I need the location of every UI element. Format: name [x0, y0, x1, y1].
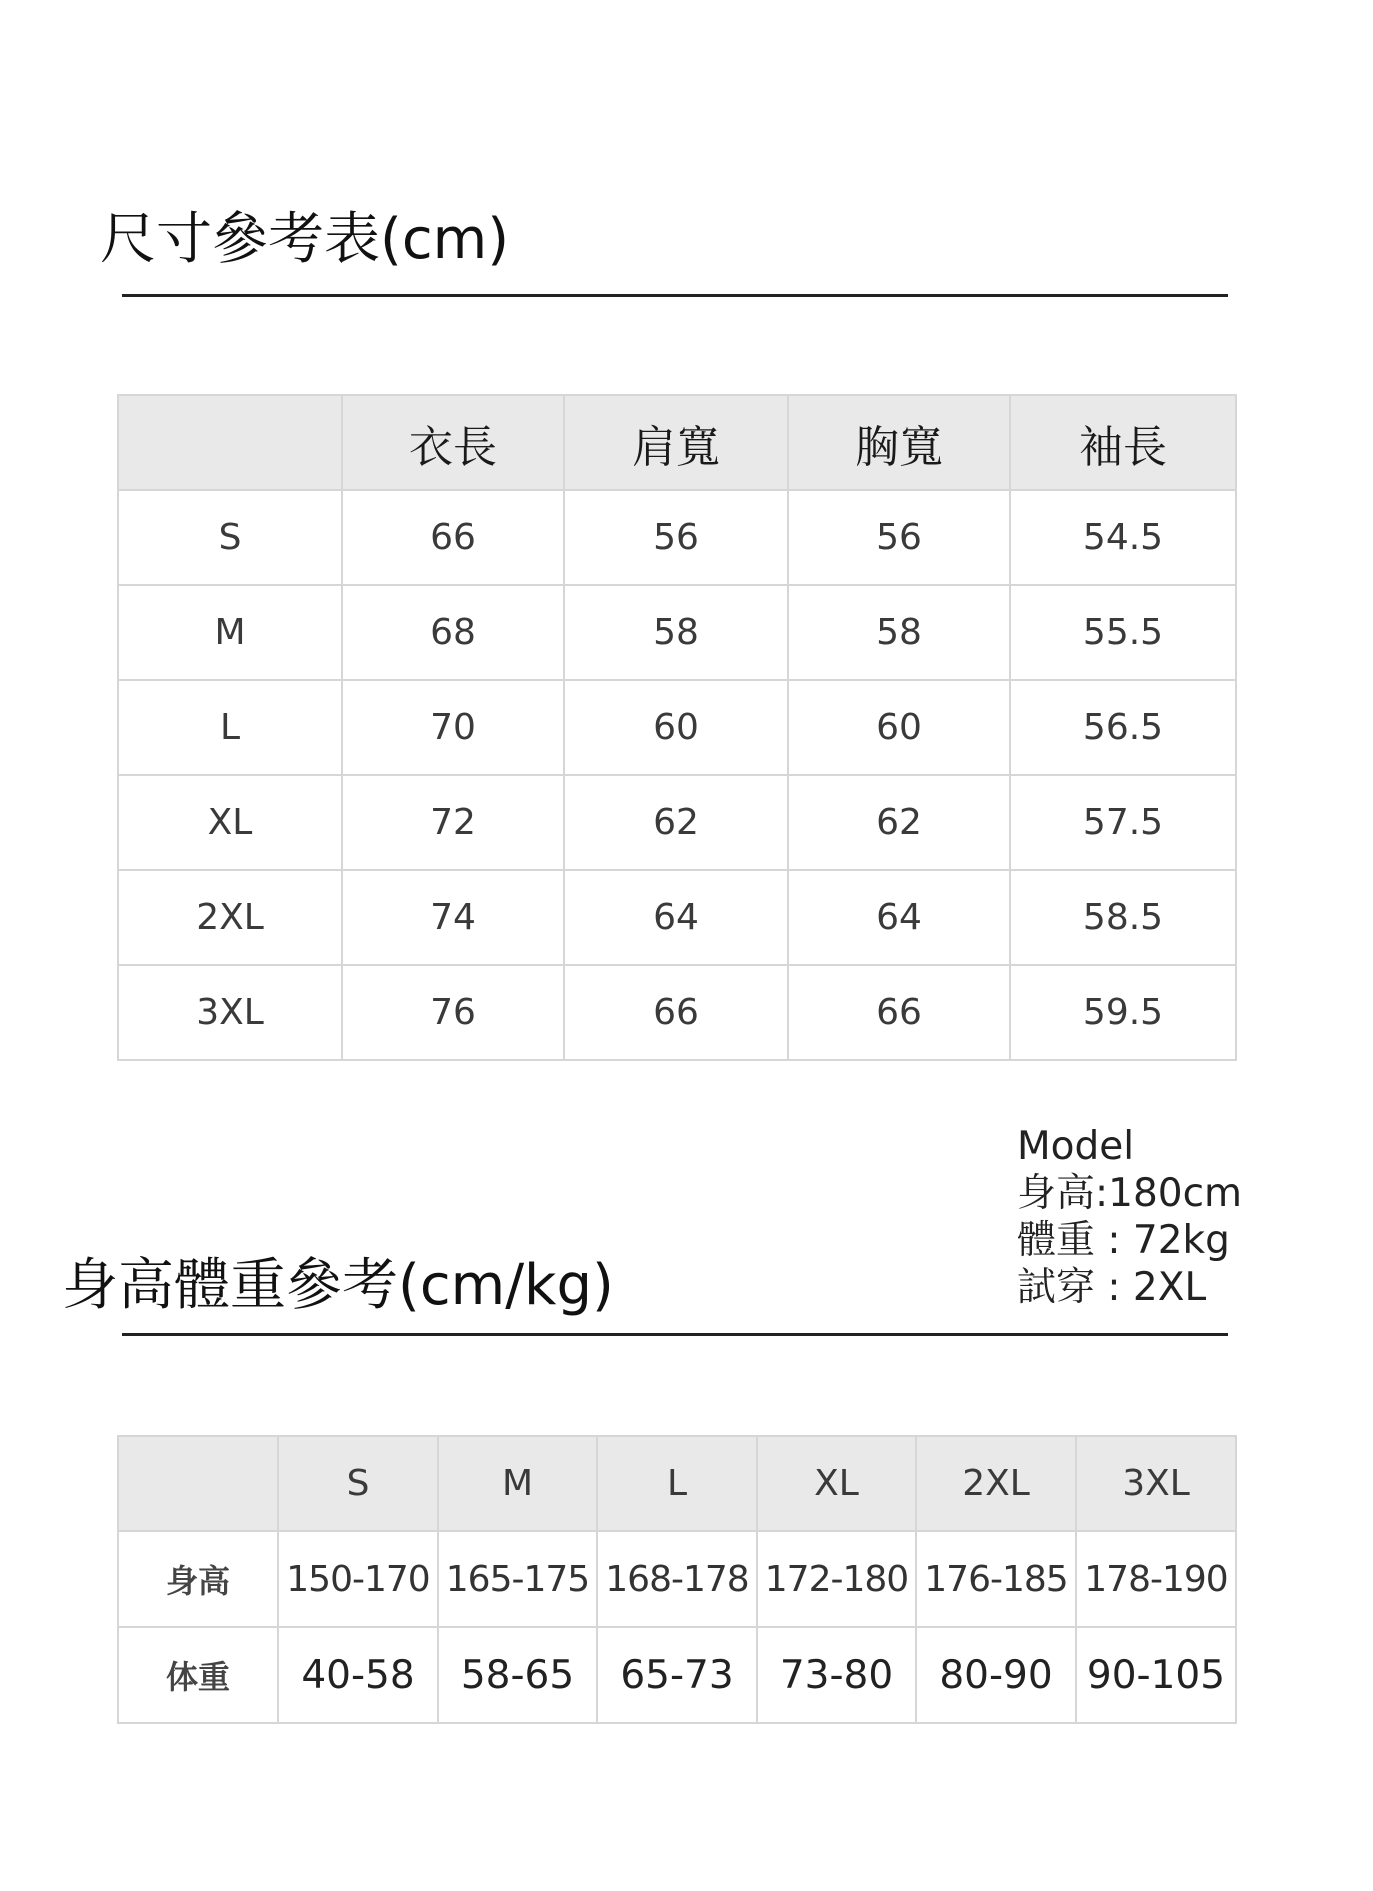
table-cell: 70: [342, 680, 564, 775]
table-cell: 59.5: [1010, 965, 1236, 1060]
table-row: [118, 870, 1236, 965]
column-header-shoulder: 肩寬: [564, 395, 788, 490]
column-header-size: XL: [757, 1436, 916, 1531]
table-cell: 178-190: [1076, 1531, 1236, 1627]
table-cell: 40-58: [278, 1627, 438, 1723]
size-label: L: [118, 680, 342, 775]
table-cell: 66: [788, 965, 1010, 1060]
table-cell: 90-105: [1076, 1627, 1236, 1723]
fit-chart-table: [117, 1435, 1237, 1724]
column-header-size: L: [597, 1436, 757, 1531]
table-cell: 56.5: [1010, 680, 1236, 775]
size-chart-title-rule: [122, 294, 1228, 297]
row-label-height: 身高: [118, 1531, 278, 1627]
table-cell: 58: [788, 585, 1010, 680]
table-row: [118, 1531, 1236, 1627]
table-cell: 54.5: [1010, 490, 1236, 585]
size-chart-corner-cell: [118, 395, 342, 490]
table-row: [118, 680, 1236, 775]
fit-chart-title-rule: [122, 1333, 1228, 1336]
table-cell: 72: [342, 775, 564, 870]
fit-chart-title: 身高體重參考(cm/kg): [62, 1253, 614, 1318]
table-cell: 165-175: [438, 1531, 597, 1627]
column-header-size: 2XL: [916, 1436, 1076, 1531]
column-header-size: 3XL: [1076, 1436, 1236, 1531]
column-header-size: M: [438, 1436, 597, 1531]
fit-chart-corner-cell: [118, 1436, 278, 1531]
model-info: [1017, 1123, 1242, 1311]
table-cell: 64: [564, 870, 788, 965]
table-cell: 65-73: [597, 1627, 757, 1723]
table-cell: 57.5: [1010, 775, 1236, 870]
size-chart-table: [117, 394, 1237, 1061]
column-header-chest: 胸寬: [788, 395, 1010, 490]
model-height: 身高:180cm: [1017, 1171, 1243, 1216]
table-cell: 80-90: [916, 1627, 1076, 1723]
table-cell: 176-185: [916, 1531, 1076, 1627]
row-label-weight: 体重: [118, 1627, 278, 1723]
column-header-sleeve: 袖長: [1010, 395, 1236, 490]
table-cell: 60: [564, 680, 788, 775]
table-row: [118, 775, 1236, 870]
model-tried-size: 試穿 : 2XL: [1017, 1265, 1207, 1310]
table-cell: 68: [342, 585, 564, 680]
size-label: S: [118, 490, 342, 585]
table-cell: 56: [788, 490, 1010, 585]
table-cell: 56: [564, 490, 788, 585]
table-cell: 60: [788, 680, 1010, 775]
table-cell: 62: [788, 775, 1010, 870]
table-row: [118, 585, 1236, 680]
table-cell: 76: [342, 965, 564, 1060]
size-chart-header-row: [118, 395, 1236, 490]
table-cell: 172-180: [757, 1531, 916, 1627]
table-cell: 66: [342, 490, 564, 585]
size-label: M: [118, 585, 342, 680]
table-cell: 168-178: [597, 1531, 757, 1627]
model-title: Model: [1017, 1124, 1135, 1169]
table-cell: 55.5: [1010, 585, 1236, 680]
column-header-size: S: [278, 1436, 438, 1531]
column-header-length: 衣長: [342, 395, 564, 490]
table-cell: 73-80: [757, 1627, 916, 1723]
table-cell: 150-170: [278, 1531, 438, 1627]
table-cell: 66: [564, 965, 788, 1060]
table-cell: 58-65: [438, 1627, 597, 1723]
table-row: [118, 1627, 1236, 1723]
size-label: 3XL: [118, 965, 342, 1060]
table-cell: 58.5: [1010, 870, 1236, 965]
table-cell: 58: [564, 585, 788, 680]
table-row: [118, 490, 1236, 585]
size-label: XL: [118, 775, 342, 870]
size-label: 2XL: [118, 870, 342, 965]
table-row: [118, 965, 1236, 1060]
size-chart-title: 尺寸參考表(cm): [100, 207, 510, 272]
model-weight: 體重 : 72kg: [1017, 1218, 1230, 1263]
table-cell: 62: [564, 775, 788, 870]
table-cell: 74: [342, 870, 564, 965]
table-cell: 64: [788, 870, 1010, 965]
fit-chart-header-row: [118, 1436, 1236, 1531]
